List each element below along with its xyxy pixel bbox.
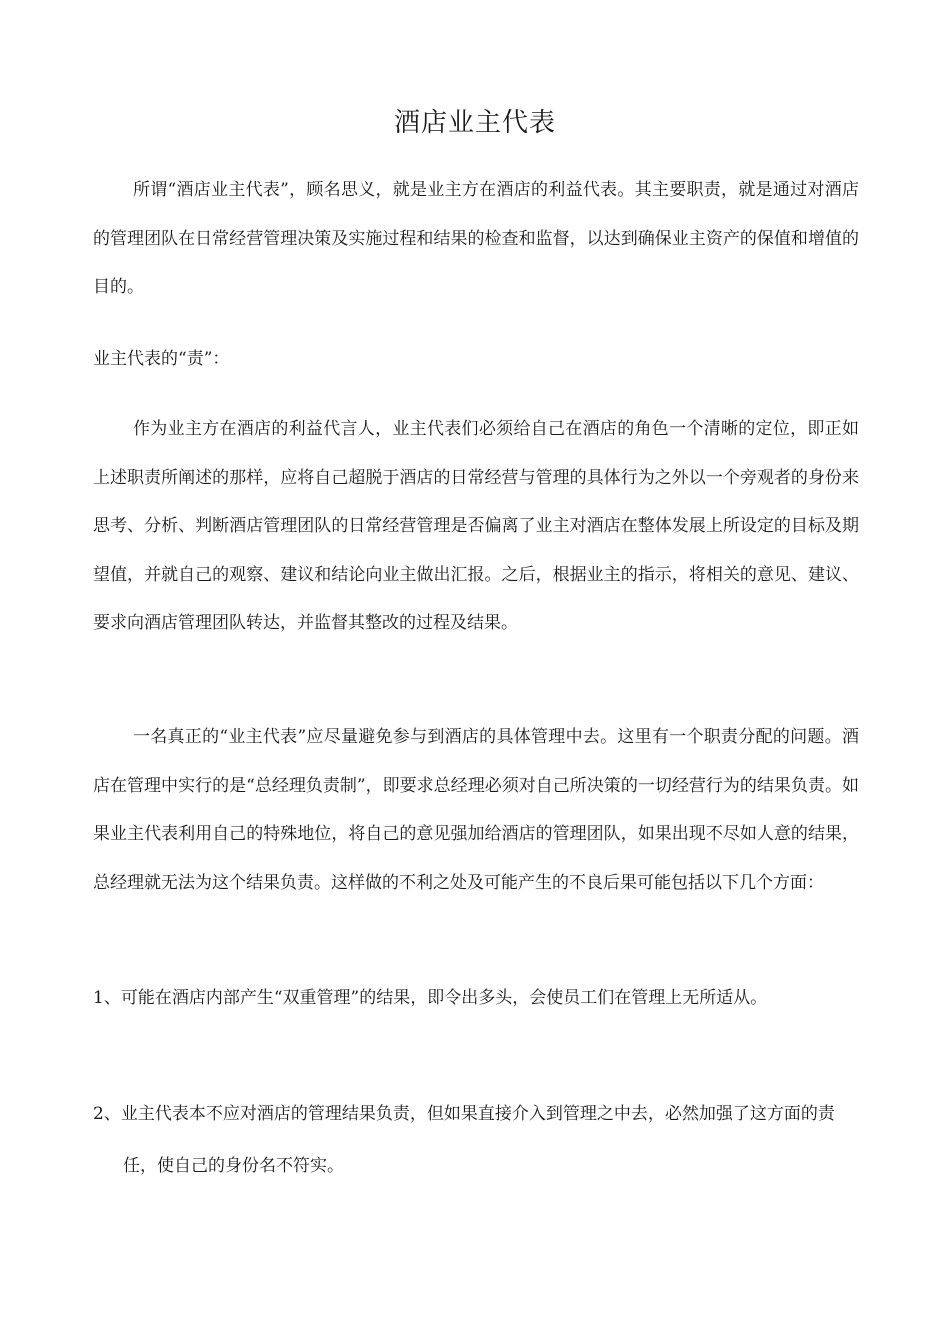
list-item-number: 1、 [93, 988, 121, 1008]
document-title: 酒店业主代表 [393, 108, 556, 138]
list-item-text: 可能在酒店内部产生“双重管理”的结果，即令出多头，会使员工们在管理上无所适从。 [120, 988, 768, 1008]
body-paragraph-1: 作为业主方在酒店的利益代言人，业主代表们必须给自己在酒店的角色一个清晰的定位，即正如上述职责所阐述的那样，应将自己超脱于酒店的日常经营与管理的具体行为之外以一个旁观者的身份来思考、分析、判断酒店管理团队的日常经营管理是否偏离了业主对酒店在整体发展上所设定的目标及期望值，并就自己的观察、建议和结论向业主做出汇报。之后，根据业主的指示，将相关的意见、建议、要求向酒店管理团队转达，并监督其整改的过程及结果。 [93, 419, 859, 633]
intro-paragraph: 所谓“酒店业主代表”，顾名思义，就是业主方在酒店的利益代表。其主要职责，就是通过对酒店的管理团队在日常经营管理决策及实施过程和结果的检查和监督，以达到确保业主资产的保值和增值的目的。 [93, 180, 859, 297]
list-item-text: 业主代表本不应对酒店的管理结果负责，但如果直接介入到管理之中去，必然加强了这方面的责任，使自己的身份名不符实。 [120, 1104, 835, 1176]
body-paragraph-2: 一名真正的“业主代表”应尽量避免参与到酒店的具体管理中去。这里有一个职责分配的问题。酒店在管理中实行的是“总经理负责制”，即要求总经理必须对自己所决策的一切经营行为的结果负责。如果业主代表利用自己的特殊地位，将自己的意见强加给酒店的管理团队，如果出现不尽如人意的结果，总经理就无法为这个结果负责。这样做的不利之处及可能产生的不良后果可能包括以下几个方面： [93, 727, 859, 893]
list-item [93, 1088, 868, 1192]
section-heading: 业主代表的“责”： [93, 349, 230, 369]
list-item-number: 2、 [93, 1104, 121, 1124]
list-item [93, 972, 868, 1024]
